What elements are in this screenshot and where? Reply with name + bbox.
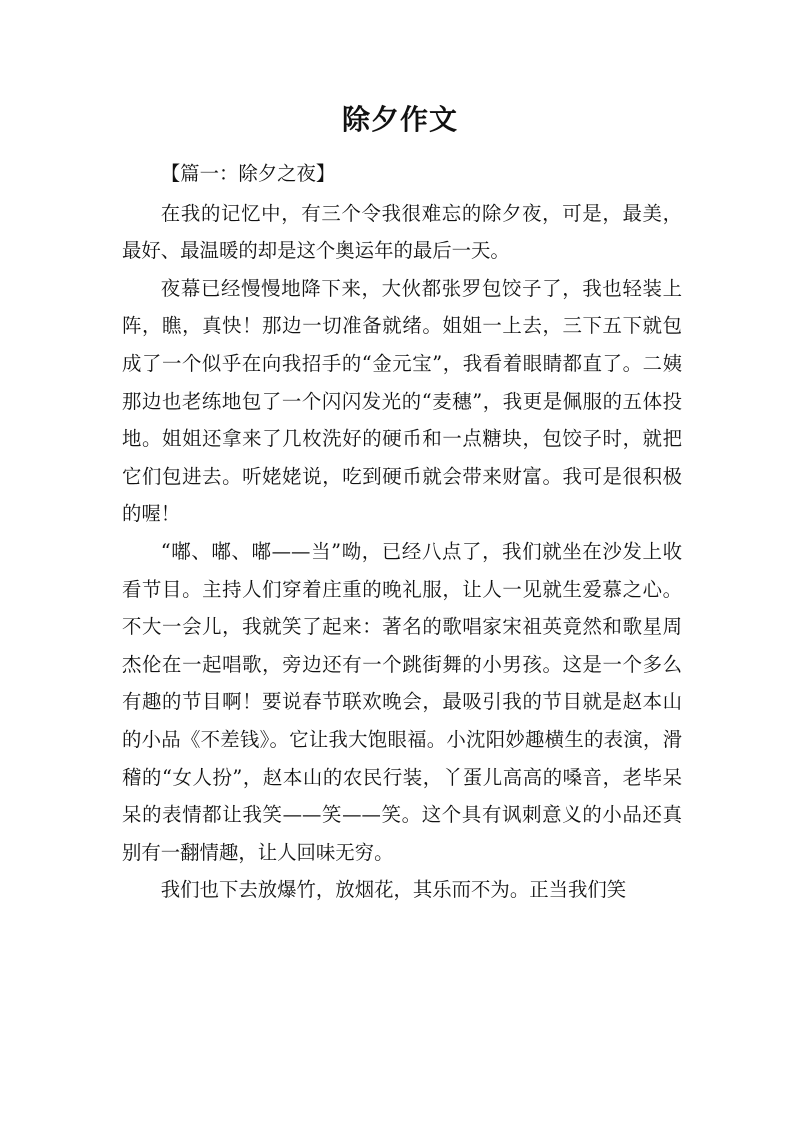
document-title: 除夕作文 [341, 103, 458, 136]
paragraph: 我们也下去放爆竹，放烟花，其乐而不为。正当我们笑 [160, 878, 627, 902]
paragraph: “嘟、嘟、嘟——当”呦，已经八点了，我们就坐在沙发上收看节目。主持人们穿着庄重的晚礼服，让人一见就生爱慕之心。不大一会儿，我就笑了起来：著名的歌唱家宋祖英竟然和歌星周杰伦在一起唱歌，旁边还有一个跳街舞的小男孩。这是一个多么有趣的节目啊！要说春节联欢晚会，最吸引我的节目就是赵本山的小品《不差钱》。它让我大饱眼福。小沈阳妙趣横生的表演，滑稽的“女人扮”，赵本山的农民行装，丫蛋儿高高的嗓音，老毕呆呆的表情都让我笑——笑——笑。这个具有讽刺意义的小品还真别有一翻情趣，让人回味无穷。 [122, 539, 682, 864]
section-heading: 【篇一：除夕之夜】 [160, 162, 336, 185]
paragraph: 在我的记忆中，有三个令我很难忘的除夕夜，可是，最美，最好、最温暖的却是这个奥运年的最后一天。 [122, 201, 682, 263]
paragraph: 夜幕已经慢慢地降下来，大伙都张罗包饺子了，我也轻装上阵，瞧，真快！那边一切准备就绪。姐姐一上去，三下五下就包成了一个似乎在向我招手的“金元宝”，我看着眼睛都直了。二姨那边也老练地包了一个闪闪发光的“麦穗”，我更是佩服的五体投地。姐姐还拿来了几枚洗好的硬币和一点糖块，包饺子时，就把它们包进去。听姥姥说，吃到硬币就会带来财富。我可是很积极的喔！ [122, 276, 682, 526]
document-body [122, 155, 682, 909]
